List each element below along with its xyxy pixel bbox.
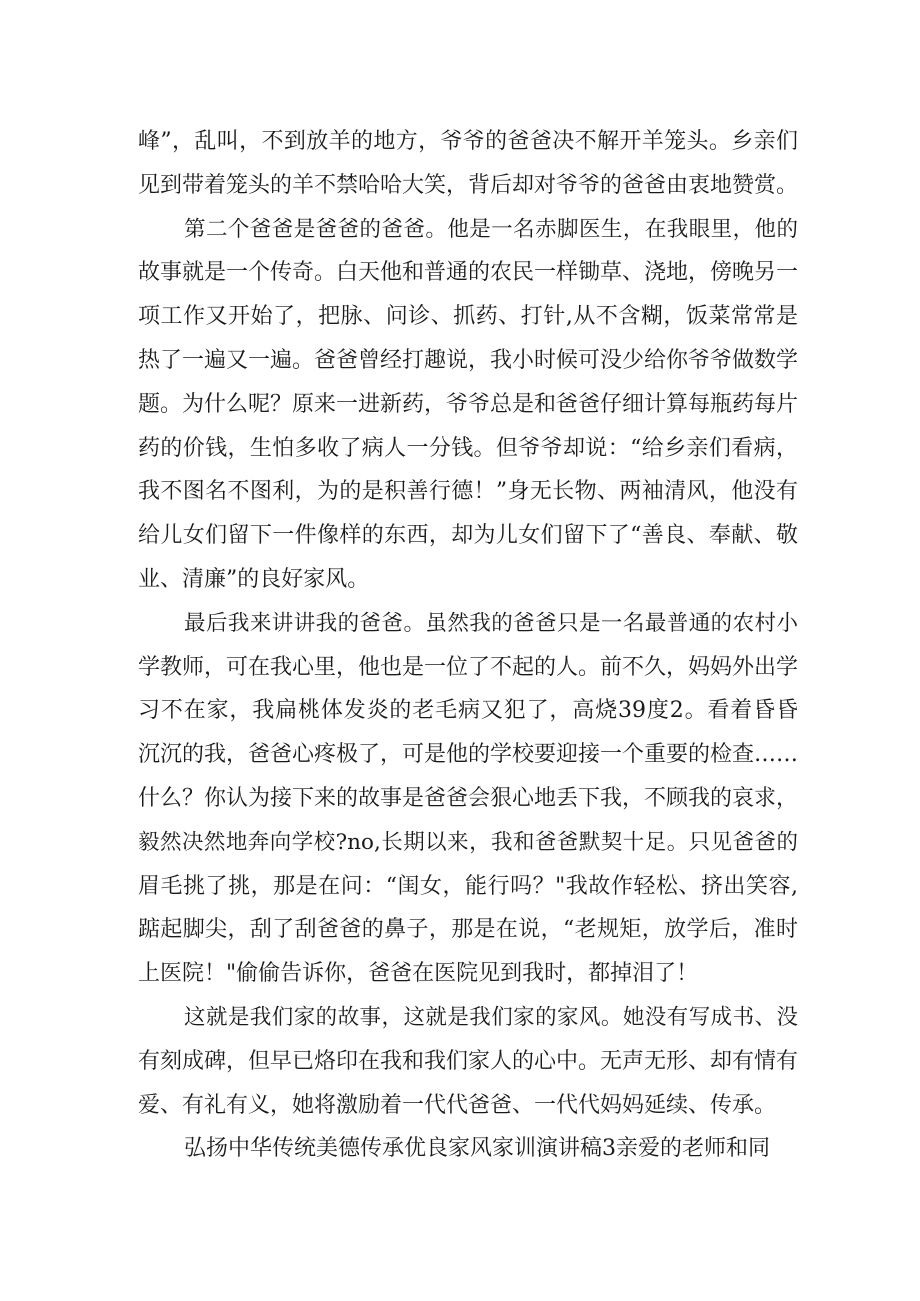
text-line: 踮起脚尖，刮了刮爸爸的鼻子，那是在说，“老规矩，放学后，准时 bbox=[138, 917, 798, 943]
text-line: 峰”，乱叫，不到放羊的地方，爷爷的爸爸决不解开羊笼头。乡亲们 bbox=[138, 129, 798, 154]
text-line: 上医院！"偷偷告诉你，爸爸在医院见到我时，都掉泪了！ bbox=[138, 961, 699, 987]
paragraph-start-line: 最后我来讲讲我的爸爸。虽然我的爸爸只是一名最普通的农村小 bbox=[184, 610, 798, 636]
text-line: 毅然决然地奔向学校?no,长期以来，我和爸爸默契十足。只见爸爸的 bbox=[138, 829, 798, 855]
document-body bbox=[138, 120, 798, 1171]
text-line: 给儿女们留下一件像样的东西，却为儿女们留下了“善良、奉献、敬 bbox=[138, 523, 798, 549]
text-line: 热了一遍又一遍。爸爸曾经打趣说，我小时候可没少给你爷爷做数学 bbox=[138, 347, 799, 373]
text-line: 项工作又开始了，把脉、问诊、抓药、打针,从不含糊，饭菜常常是 bbox=[138, 304, 798, 330]
text-line: 眉毛挑了挑，那是在问：“闺女，能行吗？"我故作轻松、挤出笑容, bbox=[138, 873, 798, 899]
text-line: 有刻成碑，但早已烙印在我和我们家人的心中。无声无形、却有情有 bbox=[138, 1048, 799, 1074]
text-line: 药的价钱，生怕多收了病人一分钱。但爷爷却说：“给乡亲们看病， bbox=[138, 435, 798, 461]
text-line: 题。为什么呢？原来一进新药，爷爷总是和爸爸仔细计算每瓶药每片 bbox=[138, 391, 799, 417]
text-line: 见到带着笼头的羊不禁哈哈大笑，背后却对爷爷的爸爸由衷地赞赏。 bbox=[138, 172, 799, 198]
text-line: 习不在家，我扁桃体发炎的老毛病又犯了，高烧39度2。看着昏昏 bbox=[138, 698, 798, 724]
text-line: 我不图名不图利，为的是积善行德！”身无长物、两袖清风，他没有 bbox=[138, 479, 798, 505]
text-line: 什么？你认为接下来的故事是爸爸会狠心地丢下我，不顾我的哀求， bbox=[138, 785, 799, 811]
text-line: 业、清廉”的良好家风。 bbox=[138, 566, 370, 592]
text-line: 爱、有礼有义，她将激励着一代代爸爸、一代代妈妈延续、传承。 bbox=[138, 1092, 777, 1118]
text-line: 沉沉的我，爸爸心疼极了，可是他的学校要迎接一个重要的检查…… bbox=[138, 742, 799, 768]
paragraph-start-line: 弘扬中华传统美德传承优良家风家训演讲稿3亲爱的老师和同 bbox=[184, 1136, 770, 1162]
text-line: 故事就是一个传奇。白天他和普通的农民一样锄草、浇地，傍晚另一 bbox=[138, 260, 799, 286]
paragraph-start-line: 这就是我们家的故事，这就是我们家的家风。她没有写成书、没 bbox=[184, 1004, 798, 1030]
text-line: 学教师，可在我心里，他也是一位了不起的人。前不久，妈妈外出学 bbox=[138, 654, 799, 680]
paragraph-start-line: 第二个爸爸是爸爸的爸爸。他是一名赤脚医生，在我眼里，他的 bbox=[184, 216, 798, 242]
